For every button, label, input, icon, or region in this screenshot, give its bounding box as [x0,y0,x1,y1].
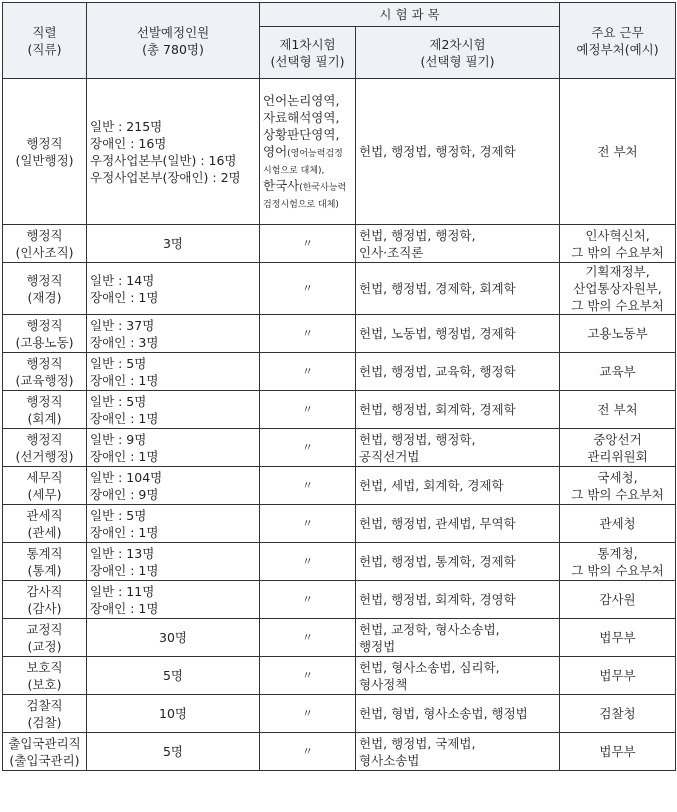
exam2-cell: 헌법, 형사소송법, 심리학, 형사정책 [356,657,560,695]
table-row [3,467,676,505]
header-exam2: 제2차시험 (선택형 필기) [356,27,560,79]
dept-cell: 전 부처 [560,79,676,225]
jikryeol-cell: 행정직 (일반행정) [3,79,87,225]
jikryeol-cell: 출입국관리직 (출입국관리) [3,733,87,771]
exam1-ditto-cell: 〃 [260,543,356,581]
jikryeol-cell: 검찰직 (검찰) [3,695,87,733]
quota-cell: 10명 [87,695,260,733]
dept-cell: 법무부 [560,619,676,657]
table-row [3,733,676,771]
dept-cell: 통계청, 그 밖의 수요부처 [560,543,676,581]
exam1-ditto-cell: 〃 [260,467,356,505]
jikryeol-cell: 행정직 (재경) [3,263,87,315]
exam2-cell: 헌법, 행정법, 관세법, 무역학 [356,505,560,543]
exam2-cell: 헌법, 행정법, 회계학, 경영학 [356,581,560,619]
dept-cell: 국세청, 그 밖의 수요부처 [560,467,676,505]
dept-cell: 인사혁신처, 그 밖의 수요부처 [560,225,676,263]
exam2-cell: 헌법, 행정법, 교육학, 행정학 [356,353,560,391]
quota-cell: 일반 : 5명 장애인 : 1명 [87,353,260,391]
dept-cell: 검찰청 [560,695,676,733]
jikryeol-cell: 세무직 (세무) [3,467,87,505]
exam2-cell: 헌법, 행정법, 행정학, 인사·조직론 [356,225,560,263]
quota-cell: 30명 [87,619,260,657]
dept-cell: 관세청 [560,505,676,543]
header-subjects: 시 험 과 목 [260,3,560,27]
exam1-ditto-cell: 〃 [260,505,356,543]
jikryeol-cell: 행정직 (고용노동) [3,315,87,353]
exam1-ditto-cell: 〃 [260,581,356,619]
exam1-cell: 언어논리영역, 자료해석영역, 상황판단영역, 영어(영어능력검정 시험으로 대체), 한국사(한국사능력 검정시험으로 대체) [260,79,356,225]
table-row [3,263,676,315]
exam1-ditto-cell: 〃 [260,695,356,733]
table-row [3,353,676,391]
dept-cell: 교육부 [560,353,676,391]
jikryeol-cell: 보호직 (보호) [3,657,87,695]
header-quota: 선발예정인원 (총 780명) [87,3,260,79]
exam2-cell: 헌법, 행정법, 행정학, 공직선거법 [356,429,560,467]
quota-cell: 일반 : 5명 장애인 : 1명 [87,391,260,429]
exam2-cell: 헌법, 행정법, 통계학, 경제학 [356,543,560,581]
dept-cell: 법무부 [560,657,676,695]
jikryeol-cell: 행정직 (인사조직) [3,225,87,263]
exam2-cell: 헌법, 행정법, 회계학, 경제학 [356,391,560,429]
dept-cell: 기획재정부, 산업통상자원부, 그 밖의 수요부처 [560,263,676,315]
quota-cell: 일반 : 37명 장애인 : 3명 [87,315,260,353]
table-row [3,225,676,263]
quota-cell: 3명 [87,225,260,263]
dept-cell: 고용노동부 [560,315,676,353]
jikryeol-cell: 감사직 (감사) [3,581,87,619]
quota-cell: 5명 [87,733,260,771]
quota-cell: 일반 : 9명 장애인 : 1명 [87,429,260,467]
jikryeol-cell: 행정직 (선거행정) [3,429,87,467]
quota-cell: 일반 : 215명 장애인 : 16명 우정사업본부(일반) : 16명 우정사업본부(장애인) : 2명 [87,79,260,225]
quota-cell: 일반 : 104명 장애인 : 9명 [87,467,260,505]
exam1-ditto-cell: 〃 [260,733,356,771]
table-row [3,391,676,429]
quota-cell: 일반 : 14명 장애인 : 1명 [87,263,260,315]
dept-cell: 중앙선거 관리위원회 [560,429,676,467]
table-row [3,79,676,225]
table-row [3,619,676,657]
dept-cell: 법무부 [560,733,676,771]
exam2-cell: 헌법, 세법, 회계학, 경제학 [356,467,560,505]
exam1-ditto-cell: 〃 [260,619,356,657]
table-row [3,543,676,581]
table-row [3,657,676,695]
exam1-ditto-cell: 〃 [260,225,356,263]
jikryeol-cell: 통계직 (통계) [3,543,87,581]
dept-cell: 전 부처 [560,391,676,429]
quota-cell: 일반 : 13명 장애인 : 1명 [87,543,260,581]
jikryeol-cell: 행정직 (회계) [3,391,87,429]
table-row [3,505,676,543]
exam1-ditto-cell: 〃 [260,657,356,695]
exam2-cell: 헌법, 교정학, 형사소송법, 행정법 [356,619,560,657]
jikryeol-cell: 행정직 (교육행정) [3,353,87,391]
exam2-cell: 헌법, 형법, 형사소송법, 행정법 [356,695,560,733]
exam2-cell: 헌법, 행정법, 행정학, 경제학 [356,79,560,225]
exam1-ditto-cell: 〃 [260,315,356,353]
exam1-ditto-cell: 〃 [260,353,356,391]
header-exam1: 제1차시험 (선택형 필기) [260,27,356,79]
exam2-cell: 헌법, 노동법, 행정법, 경제학 [356,315,560,353]
table-row [3,315,676,353]
quota-cell: 일반 : 11명 장애인 : 1명 [87,581,260,619]
dept-cell: 감사원 [560,581,676,619]
header-jikryeol: 직렬 (직류) [3,3,87,79]
quota-cell: 5명 [87,657,260,695]
exam1-ditto-cell: 〃 [260,429,356,467]
exam1-ditto-cell: 〃 [260,391,356,429]
header-dept: 주요 근무 예정부처(예시) [560,3,676,79]
jikryeol-cell: 관세직 (관세) [3,505,87,543]
quota-cell: 일반 : 5명 장애인 : 1명 [87,505,260,543]
exam2-cell: 헌법, 행정법, 경제학, 회계학 [356,263,560,315]
table-row [3,695,676,733]
table-row [3,429,676,467]
jikryeol-cell: 교정직 (교정) [3,619,87,657]
exam1-ditto-cell: 〃 [260,263,356,315]
recruitment-table [2,2,676,771]
exam2-cell: 헌법, 행정법, 국제법, 형사소송법 [356,733,560,771]
table-row [3,581,676,619]
